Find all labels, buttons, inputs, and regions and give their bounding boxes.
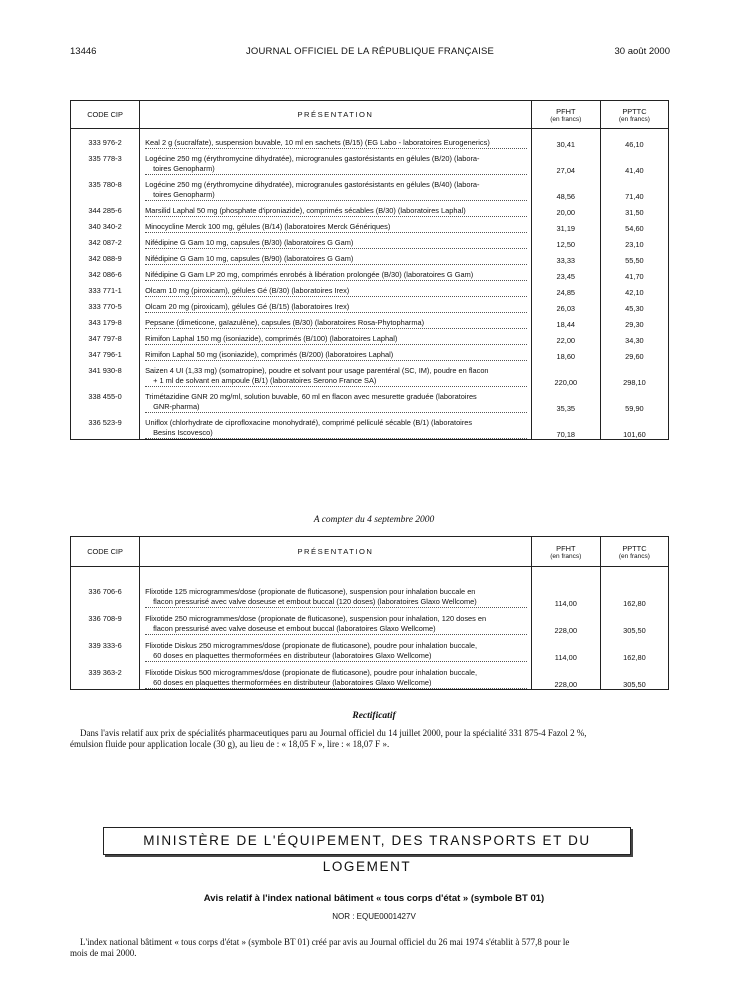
pfht-value: 228,00 bbox=[531, 608, 600, 635]
table-row bbox=[71, 233, 669, 249]
ppttc-value: 29,30 bbox=[600, 313, 668, 329]
presentation-line: + 1 ml de solvant en ampoule (B/1) (laboratoires Serono France SA) bbox=[145, 376, 527, 387]
ppttc-value: 45,30 bbox=[600, 297, 668, 313]
table-row bbox=[71, 662, 669, 690]
col-pfht: PFHT (en francs) bbox=[531, 101, 600, 129]
pfht-value: 26,03 bbox=[531, 297, 600, 313]
col-code: CODE CIP bbox=[71, 101, 140, 129]
avis-line-1: L'index national bâtiment « tous corps d'état » (symbole BT 01) créé par avis au Journal officiel du 26 mai 1974 s'établit à 577,8 pour le bbox=[80, 937, 570, 947]
pfht-value: 220,00 bbox=[531, 361, 600, 387]
pfht-value: 18,44 bbox=[531, 313, 600, 329]
ministry-banner: MINISTÈRE DE L'ÉQUIPEMENT, DES TRANSPORTS ET DU LOGEMENT bbox=[103, 827, 631, 855]
ppttc-value: 42,10 bbox=[600, 281, 668, 297]
pfht-value: 228,00 bbox=[531, 662, 600, 690]
pfht-value: 48,56 bbox=[531, 175, 600, 201]
table-row bbox=[71, 608, 669, 635]
presentation-cell bbox=[140, 281, 532, 297]
presentation-line: Logécine 250 mg (érythromycine dihydratée), microgranules gastorésistants en gélules (B/20) (labora- bbox=[145, 154, 480, 163]
pfht-value: 20,00 bbox=[531, 201, 600, 217]
col-presentation: PRÉSENTATION bbox=[140, 537, 532, 567]
table-row bbox=[71, 313, 669, 329]
presentation-line: flacon pressurisé avec valve doseuse et embout buccal (120 doses) (laboratoires Glaxo Wellcome) bbox=[145, 597, 527, 608]
presentation-line: Uniflox (chlorhydrate de ciprofloxacine monohydraté), comprimé pelliculé sécable (B/1) (laboratoires bbox=[145, 418, 473, 427]
pfht-value: 31,19 bbox=[531, 217, 600, 233]
presentation-cell bbox=[140, 329, 532, 345]
ppttc-value: 305,50 bbox=[600, 608, 668, 635]
ppttc-value: 31,50 bbox=[600, 201, 668, 217]
cip-code: 336 708-9 bbox=[71, 608, 140, 635]
cip-code: 343 179-8 bbox=[71, 313, 140, 329]
ppttc-value: 298,10 bbox=[600, 361, 668, 387]
page-number: 13446 bbox=[70, 46, 97, 57]
pfht-value: 12,50 bbox=[531, 233, 600, 249]
pfht-value: 27,04 bbox=[531, 149, 600, 175]
presentation-cell bbox=[140, 361, 532, 387]
presentation-line: Flixotide Diskus 500 microgrammes/dose (propionate de fluticasone), poudre pour inhalation buccale, bbox=[145, 668, 478, 677]
presentation-line: Logécine 250 mg (érythromycine dihydratée), microgranules gastorésistants en gélules (B/40) (labora- bbox=[145, 180, 480, 189]
presentation-cell bbox=[140, 201, 532, 217]
table-row bbox=[71, 567, 669, 609]
cip-code: 333 771-1 bbox=[71, 281, 140, 297]
section-caption: A compter du 4 septembre 2000 bbox=[313, 515, 435, 525]
ppttc-value: 59,90 bbox=[600, 387, 668, 413]
ppttc-value: 23,10 bbox=[600, 233, 668, 249]
presentation-line: Trimétazidine GNR 20 mg/ml, solution buvable, 60 ml en flacon avec mesurette graduée (laboratoires bbox=[145, 392, 477, 401]
table-row bbox=[71, 413, 669, 440]
table-row bbox=[71, 361, 669, 387]
cip-code: 342 086-6 bbox=[71, 265, 140, 281]
cip-code: 336 523-9 bbox=[71, 413, 140, 440]
presentation-line: Saizen 4 UI (1,33 mg) (somatropine), poudre et solvant pour usage parentéral (SC, IM), poudre en flacon bbox=[145, 366, 489, 375]
presentation-cell bbox=[140, 297, 532, 313]
presentation-cell bbox=[140, 413, 532, 440]
presentation-line: Minocycline Merck 100 mg, gélules (B/14) (laboratoires Merck Génériques) bbox=[145, 222, 527, 233]
presentation-cell bbox=[140, 149, 532, 175]
table-row bbox=[71, 129, 669, 150]
presentation-cell bbox=[140, 608, 532, 635]
pfht-value: 33,33 bbox=[531, 249, 600, 265]
presentation-line: Flixotide 125 microgrammes/dose (propionate de fluticasone), suspension pour inhalation buccale en bbox=[145, 587, 476, 596]
table-row bbox=[71, 249, 669, 265]
col-ppttc: PPTTC (en francs) bbox=[600, 537, 668, 567]
pfht-value: 35,35 bbox=[531, 387, 600, 413]
presentation-line: Rimifon Laphal 50 mg (isoniazide), comprimés (B/200) (laboratoires Laphal) bbox=[145, 350, 527, 361]
cip-code: 342 087-2 bbox=[71, 233, 140, 249]
presentation-line: Olcam 10 mg (piroxicam), gélules Gé (B/30) (laboratoires Irex) bbox=[145, 286, 527, 297]
table-row bbox=[71, 345, 669, 361]
rectificatif-title: Rectificatif bbox=[352, 711, 396, 721]
ppttc-value: 101,60 bbox=[600, 413, 668, 440]
rectificatif-line-2: émulsion fluide pour application locale (30 g), au lieu de : « 18,05 F », lire : « 18,07 F ». bbox=[70, 738, 390, 749]
presentation-line: Keal 2 g (sucralfate), suspension buvable, 10 ml en sachets (B/15) (EG Labo - laboratoires Eurogenerics) bbox=[145, 138, 527, 149]
cip-code: 341 930-8 bbox=[71, 361, 140, 387]
price-table-2 bbox=[70, 536, 669, 690]
cip-code: 333 976-2 bbox=[71, 129, 140, 150]
price-table-1-body bbox=[71, 129, 669, 440]
table-row bbox=[71, 297, 669, 313]
presentation-line: Olcam 20 mg (piroxicam), gélules Gé (B/15) (laboratoires Irex) bbox=[145, 302, 527, 313]
avis-paragraph bbox=[70, 937, 670, 958]
table-row bbox=[71, 201, 669, 217]
presentation-cell bbox=[140, 387, 532, 413]
cip-code: 347 796-1 bbox=[71, 345, 140, 361]
journal-title: JOURNAL OFFICIEL DE LA RÉPUBLIQUE FRANÇAISE bbox=[245, 46, 495, 57]
presentation-line: Flixotide 250 microgrammes/dose (propionate de fluticasone), suspension pour inhalation, 120 doses en bbox=[145, 614, 487, 623]
presentation-line: toires Genopharm) bbox=[145, 164, 527, 175]
pfht-value: 114,00 bbox=[531, 567, 600, 609]
table-row bbox=[71, 281, 669, 297]
ppttc-value: 46,10 bbox=[600, 129, 668, 150]
ppttc-value: 34,30 bbox=[600, 329, 668, 345]
avis-line-2: mois de mai 2000. bbox=[70, 947, 137, 958]
cip-code: 335 780-8 bbox=[71, 175, 140, 201]
cip-code: 347 797-8 bbox=[71, 329, 140, 345]
price-table-1 bbox=[70, 100, 669, 440]
pfht-value: 70,18 bbox=[531, 413, 600, 440]
table-row bbox=[71, 217, 669, 233]
cip-code: 339 333-6 bbox=[71, 635, 140, 662]
cip-code: 340 340-2 bbox=[71, 217, 140, 233]
pfht-value: 22,00 bbox=[531, 329, 600, 345]
cip-code: 339 363-2 bbox=[71, 662, 140, 690]
rectificatif-paragraph bbox=[70, 728, 670, 749]
ppttc-value: 41,40 bbox=[600, 149, 668, 175]
presentation-line: Rimifon Laphal 150 mg (isoniazide), comprimés (B/100) (laboratoires Laphal) bbox=[145, 334, 527, 345]
presentation-cell bbox=[140, 662, 532, 690]
table-row bbox=[71, 329, 669, 345]
avis-title: Avis relatif à l'index national bâtiment « tous corps d'état » (symbole BT 01) bbox=[203, 893, 545, 904]
presentation-line: Marsilid Laphal 50 mg (phosphate d'iproniazide), comprimés sécables (B/30) (laboratoires Laphal) bbox=[145, 206, 527, 217]
presentation-line: Nifédipine G Gam 10 mg, capsules (B/90) (laboratoires G Gam) bbox=[145, 254, 527, 265]
pfht-value: 114,00 bbox=[531, 635, 600, 662]
cip-code: 338 455-0 bbox=[71, 387, 140, 413]
presentation-cell bbox=[140, 567, 532, 609]
col-presentation: PRÉSENTATION bbox=[140, 101, 532, 129]
presentation-line: Nifédipine G Gam 10 mg, capsules (B/30) (laboratoires G Gam) bbox=[145, 238, 527, 249]
col-code: CODE CIP bbox=[71, 537, 140, 567]
ppttc-value: 162,80 bbox=[600, 567, 668, 609]
presentation-cell bbox=[140, 175, 532, 201]
presentation-cell bbox=[140, 265, 532, 281]
col-pfht: PFHT (en francs) bbox=[531, 537, 600, 567]
pfht-value: 30,41 bbox=[531, 129, 600, 150]
presentation-line: Flixotide Diskus 250 microgrammes/dose (propionate de fluticasone), poudre pour inhalation buccale, bbox=[145, 641, 478, 650]
ppttc-value: 29,60 bbox=[600, 345, 668, 361]
price-table-2-body bbox=[71, 567, 669, 690]
page-header bbox=[70, 46, 670, 60]
cip-code: 333 770-5 bbox=[71, 297, 140, 313]
presentation-line: Nifédipine G Gam LP 20 mg, comprimés enrobés à libération prolongée (B/30) (laboratoires G Gam) bbox=[145, 270, 527, 281]
presentation-line: GNR-pharma) bbox=[145, 402, 527, 413]
table-row bbox=[71, 175, 669, 201]
ppttc-value: 55,50 bbox=[600, 249, 668, 265]
pfht-value: 18,60 bbox=[531, 345, 600, 361]
cip-code: 335 778-3 bbox=[71, 149, 140, 175]
pfht-value: 23,45 bbox=[531, 265, 600, 281]
issue-date: 30 août 2000 bbox=[614, 46, 670, 57]
rectificatif-line-1: Dans l'avis relatif aux prix de spécialités pharmaceutiques paru au Journal officiel du 14 juillet 2000, pour la spécialité 331 875-4 Fazol 2 %, bbox=[80, 728, 587, 738]
cip-code: 344 285-6 bbox=[71, 201, 140, 217]
ppttc-value: 305,50 bbox=[600, 662, 668, 690]
presentation-cell bbox=[140, 313, 532, 329]
presentation-cell bbox=[140, 345, 532, 361]
presentation-cell bbox=[140, 249, 532, 265]
presentation-cell bbox=[140, 233, 532, 249]
ppttc-value: 71,40 bbox=[600, 175, 668, 201]
pfht-value: 24,85 bbox=[531, 281, 600, 297]
presentation-cell bbox=[140, 635, 532, 662]
presentation-cell bbox=[140, 129, 532, 150]
presentation-line: flacon pressurisé avec valve doseuse et embout buccal (laboratoires Glaxo Wellcome) bbox=[145, 624, 527, 635]
col-ppttc: PPTTC (en francs) bbox=[600, 101, 668, 129]
ppttc-value: 162,80 bbox=[600, 635, 668, 662]
ppttc-value: 54,60 bbox=[600, 217, 668, 233]
presentation-line: 60 doses en plaquettes thermoformées en distributeur (laboratoires Glaxo Wellcome) bbox=[145, 678, 527, 689]
cip-code: 342 088-9 bbox=[71, 249, 140, 265]
nor-reference: NOR : EQUE0001427V bbox=[332, 912, 416, 921]
presentation-cell bbox=[140, 217, 532, 233]
presentation-line: toires Genopharm) bbox=[145, 190, 527, 201]
presentation-line: Besins Iscovesco) bbox=[145, 428, 527, 439]
table-row bbox=[71, 635, 669, 662]
cip-code: 336 706-6 bbox=[71, 567, 140, 609]
presentation-line: 60 doses en plaquettes thermoformées en distributeur (laboratoires Glaxo Wellcome) bbox=[145, 651, 527, 662]
table-row bbox=[71, 265, 669, 281]
table-row bbox=[71, 387, 669, 413]
ppttc-value: 41,70 bbox=[600, 265, 668, 281]
presentation-line: Pepsane (dimeticone, gaïazulène), capsules (B/30) (laboratoires Rosa-Phytopharma) bbox=[145, 318, 527, 329]
table-row bbox=[71, 149, 669, 175]
